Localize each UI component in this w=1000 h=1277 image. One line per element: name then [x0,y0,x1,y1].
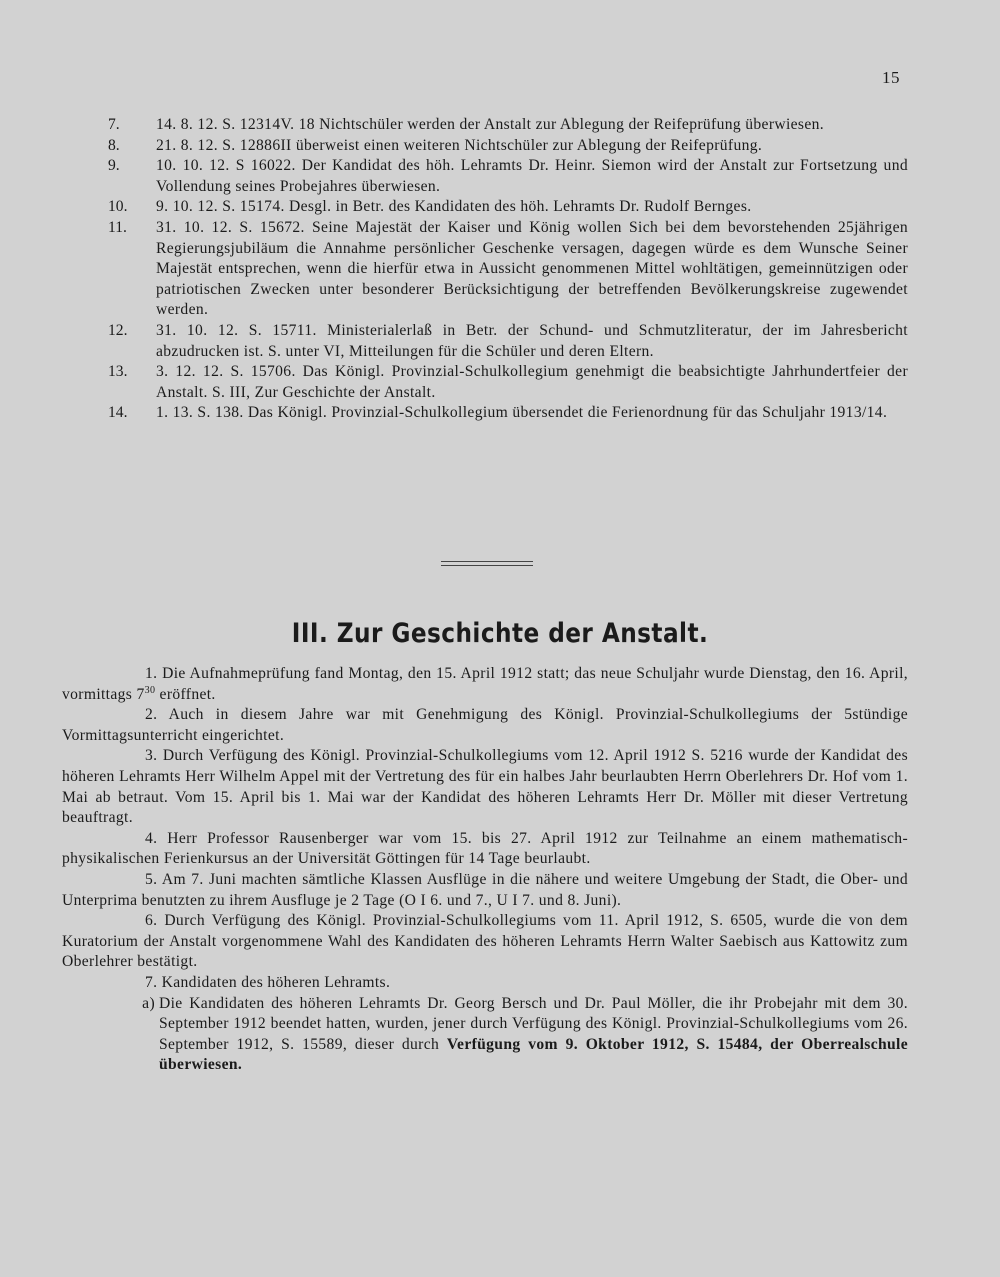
sub-item-text-last: Verfügung vom 9. Oktober 1912, S. 15484, der Oberrealschule überwiesen. [159,1035,908,1074]
paragraph: 2. Auch in diesem Jahre war mit Genehmigung des Königl. Provinzial-Schulkollegiums der 5stündige Vormittagsunterricht eingerichtet. [62,706,908,744]
sub-item-text [159,994,908,1076]
sub-item-text-main: Die Kandidaten des höheren Lehramts Dr. Georg Bersch und Dr. Paul Möller, die ihr Probejahr mit dem 30. September 1912 beendet hatten, wurden, jener durch Verfügung des Königl. Provinzial-Schulkollegiums vom 26. September 1912, S. 15589, dieser durch [159,994,908,1053]
decree-list [108,115,908,424]
list-item-text: 3. 12. 12. S. 15706. Das Königl. Provinzial-Schulkollegium genehmigt die beabsichtigte Jahrhundertfeier der Anstalt. S. III, Zur Geschichte der Anstalt. [156,363,908,401]
paragraph [62,664,908,705]
list-item [108,115,908,136]
list-item-number: 10. [108,198,128,216]
paragraph-text: 1. Die Aufnahmeprüfung fand Montag, den 15. April 1912 statt; das neue Schuljahr wurde Dienstag, den 16. April, vormittags 7 [62,665,908,703]
paragraph: 3. Durch Verfügung des Königl. Provinzial-Schulkollegiums vom 12. April 1912 S. 5216 wurde der Kandidat des höheren Lehramts Herr Wilhelm Appel mit der Vertretung des für ein halbes Jahr beurlaubten Herrn Oberlehrers Dr. Hof vom 1. Mai ab betraut. Vom 15. April bis 1. Mai war der Kandidat des höheren Lehramts Herr Dr. Möller mit dieser Vertretung beauftragt. [62,747,908,827]
list-item-text: 1. 13. S. 138. Das Königl. Provinzial-Schulkollegium übersendet die Ferienordnung für das Schuljahr 1913/14. [156,404,888,422]
list-item-text: 31. 10. 12. S. 15672. Seine Majestät der Kaiser und König wollen Sich bei dem bevorstehenden 25jährigen Regierungsjubiläum die Annahme persönlicher Geschenke versagen, dagegen würde es dem Wunsche Seiner Majestät entsprechen, wenn die hierfür etwa in Aussicht genommenen Mittel wohltätigen, gemeinnützigen oder patriotischen Zwecken unter besonderer Berücksichtigung der betreffenden Bevölkerungskreise zugewendet werden. [156,218,908,319]
list-item [108,156,908,197]
list-item-text: 10. 10. 12. S 16022. Der Kandidat des höh. Lehramts Dr. Heinr. Siemon wird der Anstalt zur Fortsetzung und Vollendung seines Probejahres überwiesen. [156,157,908,195]
list-item-text: 9. 10. 12. S. 15174. Desgl. in Betr. des Kandidaten des höh. Lehramts Dr. Rudolf Bernges. [156,198,752,216]
paragraph: 6. Durch Verfügung des Königl. Provinzial-Schulkollegiums vom 11. April 1912, S. 6505, wurde die von dem Kuratorium der Anstalt vorgenommene Wahl des Kandidaten des höheren Lehramts Herrn Walter Saebisch aus Kattowitz zum Oberlehrer bestätigt. [62,912,908,971]
list-item-text: 14. 8. 12. S. 12314V. 18 Nichtschüler werden der Anstalt zur Ablegung der Reifeprüfung überwiesen. [156,116,825,133]
list-item [108,136,908,157]
list-item-number: 8. [108,136,120,154]
list-item [108,197,908,218]
paragraph: 7. Kandidaten des höheren Lehramts. [145,973,391,991]
page-number: 15 [882,68,900,87]
sub-item-label: a) [142,994,155,1012]
list-item-number: 13. [108,363,128,381]
section-title: III. Zur Geschichte der Anstalt. [291,618,709,649]
paragraph: 4. Herr Professor Rausenberger war vom 15. bis 27. April 1912 zur Teilnahme an einem mathematisch-physikalischen Ferienkursus an der Universität Göttingen für 14 Tage beurlaubt. [62,829,908,868]
list-item-number: 12. [108,321,128,339]
list-item-number: 9. [108,157,120,175]
list-item-text: 31. 10. 12. S. 15711. Ministerialerlaß in Betr. der Schund- und Schmutzliteratur, der im Jahresbericht abzudrucken ist. S. unter VI, Mitteilungen für die Schüler und deren Eltern. [156,321,908,360]
list-item-number: 7. [108,116,120,133]
list-item [108,321,908,362]
list-item-number: 14. [108,404,128,422]
list-item [108,362,908,403]
paragraph-text-end: eröffnet. [155,685,216,703]
sub-item [62,994,908,1076]
superscript: 30 [144,684,156,696]
section-divider [441,561,533,566]
list-item [108,403,908,424]
paragraph: 5. Am 7. Juni machten sämtliche Klassen Ausflüge in die nähere und weitere Umgebung der Stadt, die Ober- und Unterprima benutzten zu ihrem Ausfluge je 2 Tage (O I 6. und 7., U I 7. und 8. Juni). [62,870,908,909]
section-body [62,664,908,1076]
list-item-number: 11. [108,218,127,236]
list-item-text: 21. 8. 12. S. 12886II überweist einen weiteren Nichtschüler zur Ablegung der Reifeprüfung. [156,136,763,154]
list-item [108,218,908,321]
